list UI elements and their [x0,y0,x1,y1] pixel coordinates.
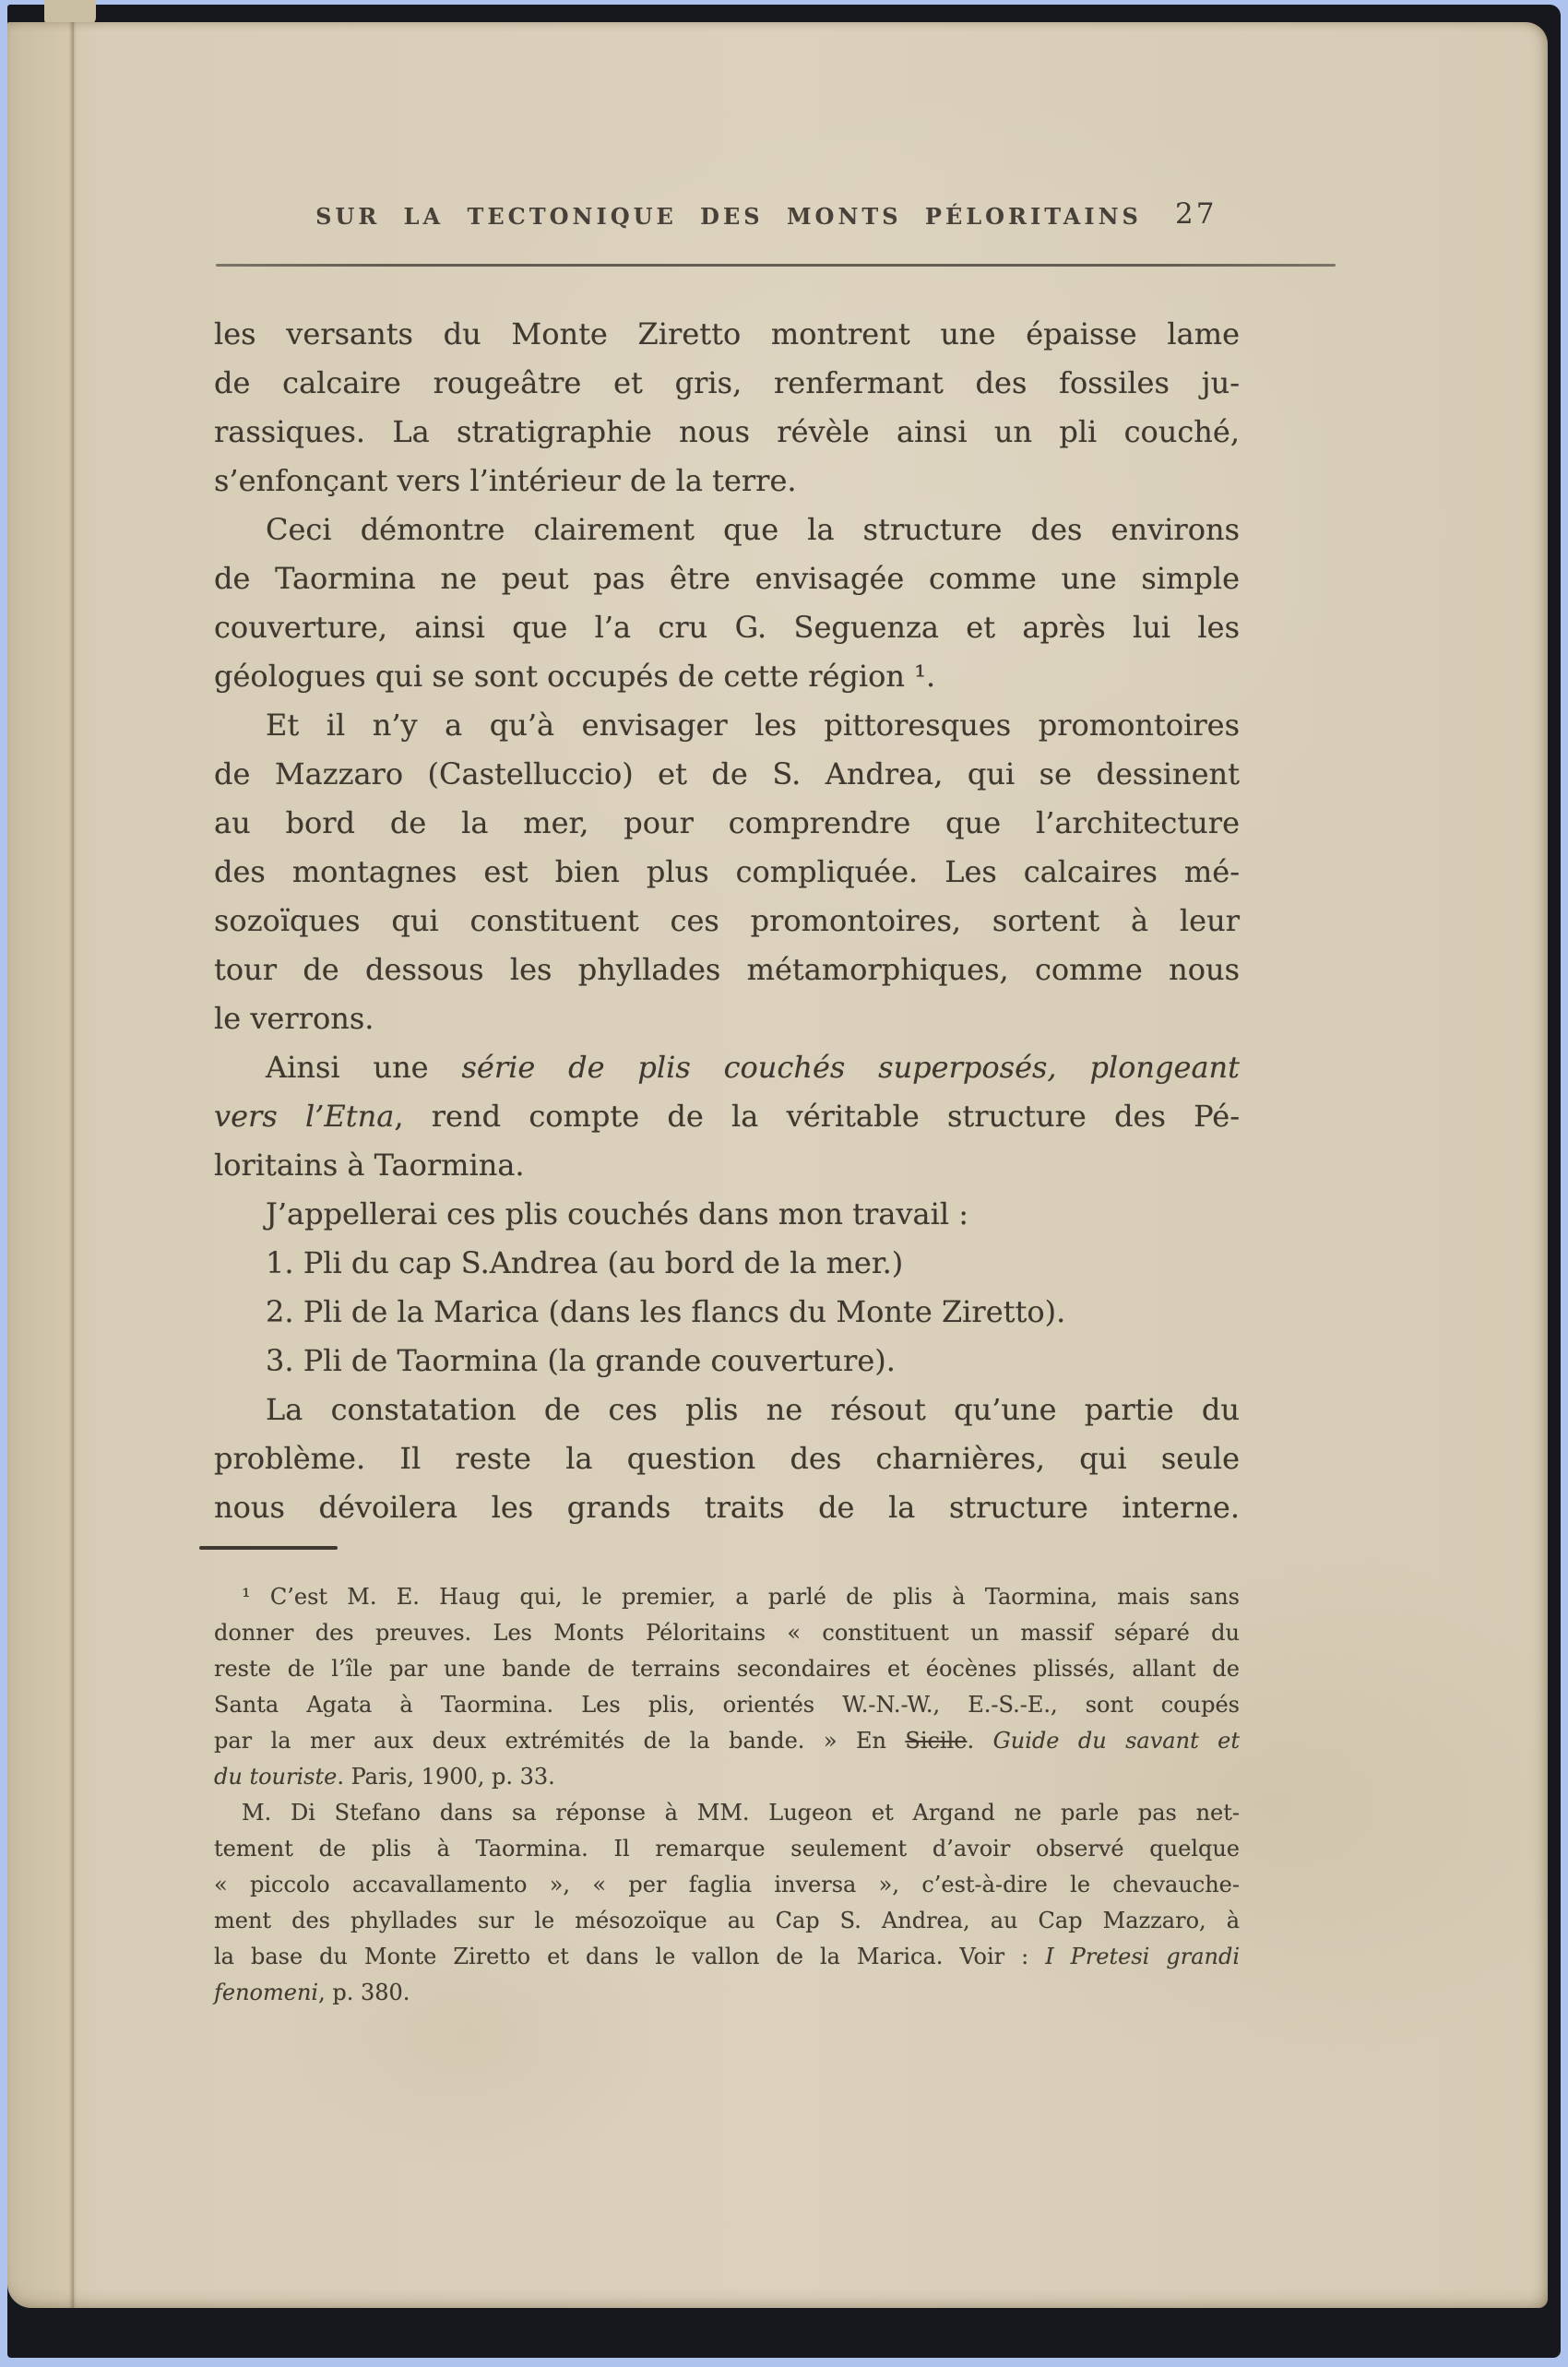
text-segment: . Paris, 1900, p. 33. [337,1764,555,1790]
text-line [214,603,1240,652]
text-segment: M. Di Stefano dans sa réponse à MM. Lugeon et Argand ne parle pas net- [242,1800,1240,1826]
text-segment: géologues qui se sont occupés de cette région ¹. [214,659,936,694]
body-text [214,310,1240,1532]
text-line [214,799,1240,848]
text-segment: problème. Il reste la question des charnières, qui seule [214,1441,1240,1476]
text-segment: le verrons. [214,1001,374,1036]
text-line [214,1043,1240,1092]
text-line [214,1615,1240,1651]
text-segment: « piccolo accavallamento », « per faglia inversa », c’est-à-dire le chevauche- [214,1872,1240,1897]
text-line [214,1867,1240,1903]
text-segment: tour de dessous les phyllades métamorphiques, comme nous [214,952,1240,987]
text-line [214,1483,1240,1532]
text-segment: rassiques. La stratigraphie nous révèle ainsi un pli couché, [214,414,1240,449]
text-segment: 3. Pli de Taormina (la grande couverture). [266,1343,896,1378]
text-segment: reste de l’île par une bande de terrains secondaires et éocènes plissés, allant de [214,1656,1240,1682]
text-segment: loritains à Taormina. [214,1148,525,1183]
running-head-title: SUR LA TECTONIQUE DES MONTS PÉLORITAINS [315,203,1142,230]
text-segment: , p. 380. [318,1980,410,2005]
text-line [214,1092,1240,1141]
text-segment: couverture, ainsi que l’a cru G. Seguenza et après lui les [214,610,1240,645]
text-line [214,994,1240,1043]
text-line [214,1288,1240,1337]
text-line [214,1651,1240,1687]
text-line [214,652,1240,701]
text-line [214,1975,1240,2011]
header-rule [216,264,1336,267]
text-segment: 1. Pli du cap S.Andrea (au bord de la mer.) [266,1245,904,1280]
page-edge-tab [44,0,96,25]
text-segment: au bord de la mer, pour comprendre que l’architecture [214,805,1240,840]
text-segment: des montagnes est bien plus compliquée. Les calcaires mé- [214,854,1240,889]
text-line [214,750,1240,799]
footnote-separator-rule [199,1546,338,1550]
text-segment: Et il n’y a qu’à envisager les pittoresques promontoires [266,708,1240,743]
footnote-text [214,1579,1240,2011]
text-segment: La constatation de ces plis ne résout qu’une partie du [266,1392,1240,1427]
text-segment: de Taormina ne peut pas être envisagée comme une simple [214,561,1240,596]
text-segment: J’appellerai ces plis couchés dans mon travail : [266,1196,968,1231]
italic-text-segment: I Pretesi grandi [1045,1944,1240,1969]
text-line [214,1434,1240,1483]
text-segment: de calcaire rougeâtre et gris, renfermant des fossiles ju- [214,365,1240,400]
text-segment: nous dévoilera les grands traits de la structure interne. [214,1490,1240,1525]
text-segment: par la mer aux deux extrémités de la bande. » En [214,1728,906,1754]
text-line [214,946,1240,994]
text-line [214,1239,1240,1288]
text-segment: les versants du Monte Ziretto montrent une épaisse lame [214,316,1240,351]
text-segment: Ainsi une [266,1050,462,1085]
text-line [214,1386,1240,1434]
text-segment: Ceci démontre clairement que la structure des environs [266,512,1240,547]
text-line [214,1687,1240,1723]
text-segment: Santa Agata à Taormina. Les plis, orientés W.-N.-W., E.-S.-E., sont coupés [214,1692,1240,1718]
text-line [214,1337,1240,1386]
italic-text-segment: série de plis couchés superposés, plongeant [461,1050,1240,1085]
italic-text-segment: du touriste [214,1764,338,1790]
text-segment: tement de plis à Taormina. Il remarque seulement d’avoir observé quelque [214,1836,1240,1861]
text-line [214,897,1240,946]
text-segment: ment des phyllades sur le mésozoïque au Cap S. Andrea, au Cap Mazzaro, à [214,1908,1240,1933]
text-line [214,1759,1240,1795]
text-line [214,1723,1240,1759]
text-line [214,408,1240,457]
italic-text-segment: Guide du savant et [992,1728,1240,1754]
text-line [214,1579,1240,1615]
text-segment: s’enfonçant vers l’intérieur de la terre. [214,463,797,498]
text-segment: sozoïques qui constituent ces promontoires, sortent à leur [214,903,1240,938]
text-line [214,506,1240,554]
text-line [214,1939,1240,1975]
text-segment: donner des preuves. Les Monts Péloritains « constituent un massif séparé du [214,1620,1240,1646]
page-gutter-crease [68,22,77,2308]
text-segment: 2. Pli de la Marica (dans les flancs du Monte Ziretto). [266,1294,1066,1329]
struck-text-segment: Sicile [905,1728,968,1754]
text-segment: ¹ C’est M. E. Haug qui, le premier, a parlé de plis à Taormina, mais sans [242,1584,1240,1610]
text-line [214,1903,1240,1939]
text-line [214,1190,1240,1239]
italic-text-segment: fenomeni [214,1980,319,2005]
text-line [214,701,1240,750]
italic-text-segment: vers l’Etna [214,1099,395,1134]
book-page [7,22,1548,2308]
text-segment: . [967,1728,993,1754]
page-number: 27 [1175,197,1218,231]
text-line [214,1795,1240,1831]
text-segment: , rend compte de la véritable structure des Pé- [394,1099,1241,1134]
text-segment: de Mazzaro (Castelluccio) et de S. Andrea, qui se dessinent [214,756,1240,791]
text-line [214,310,1240,359]
text-line [214,1831,1240,1867]
text-line [214,457,1240,506]
text-line [214,359,1240,408]
text-line [214,1141,1240,1190]
text-segment: la base du Monte Ziretto et dans le vallon de la Marica. Voir : [214,1944,1046,1969]
text-line [214,848,1240,897]
text-line [214,554,1240,603]
